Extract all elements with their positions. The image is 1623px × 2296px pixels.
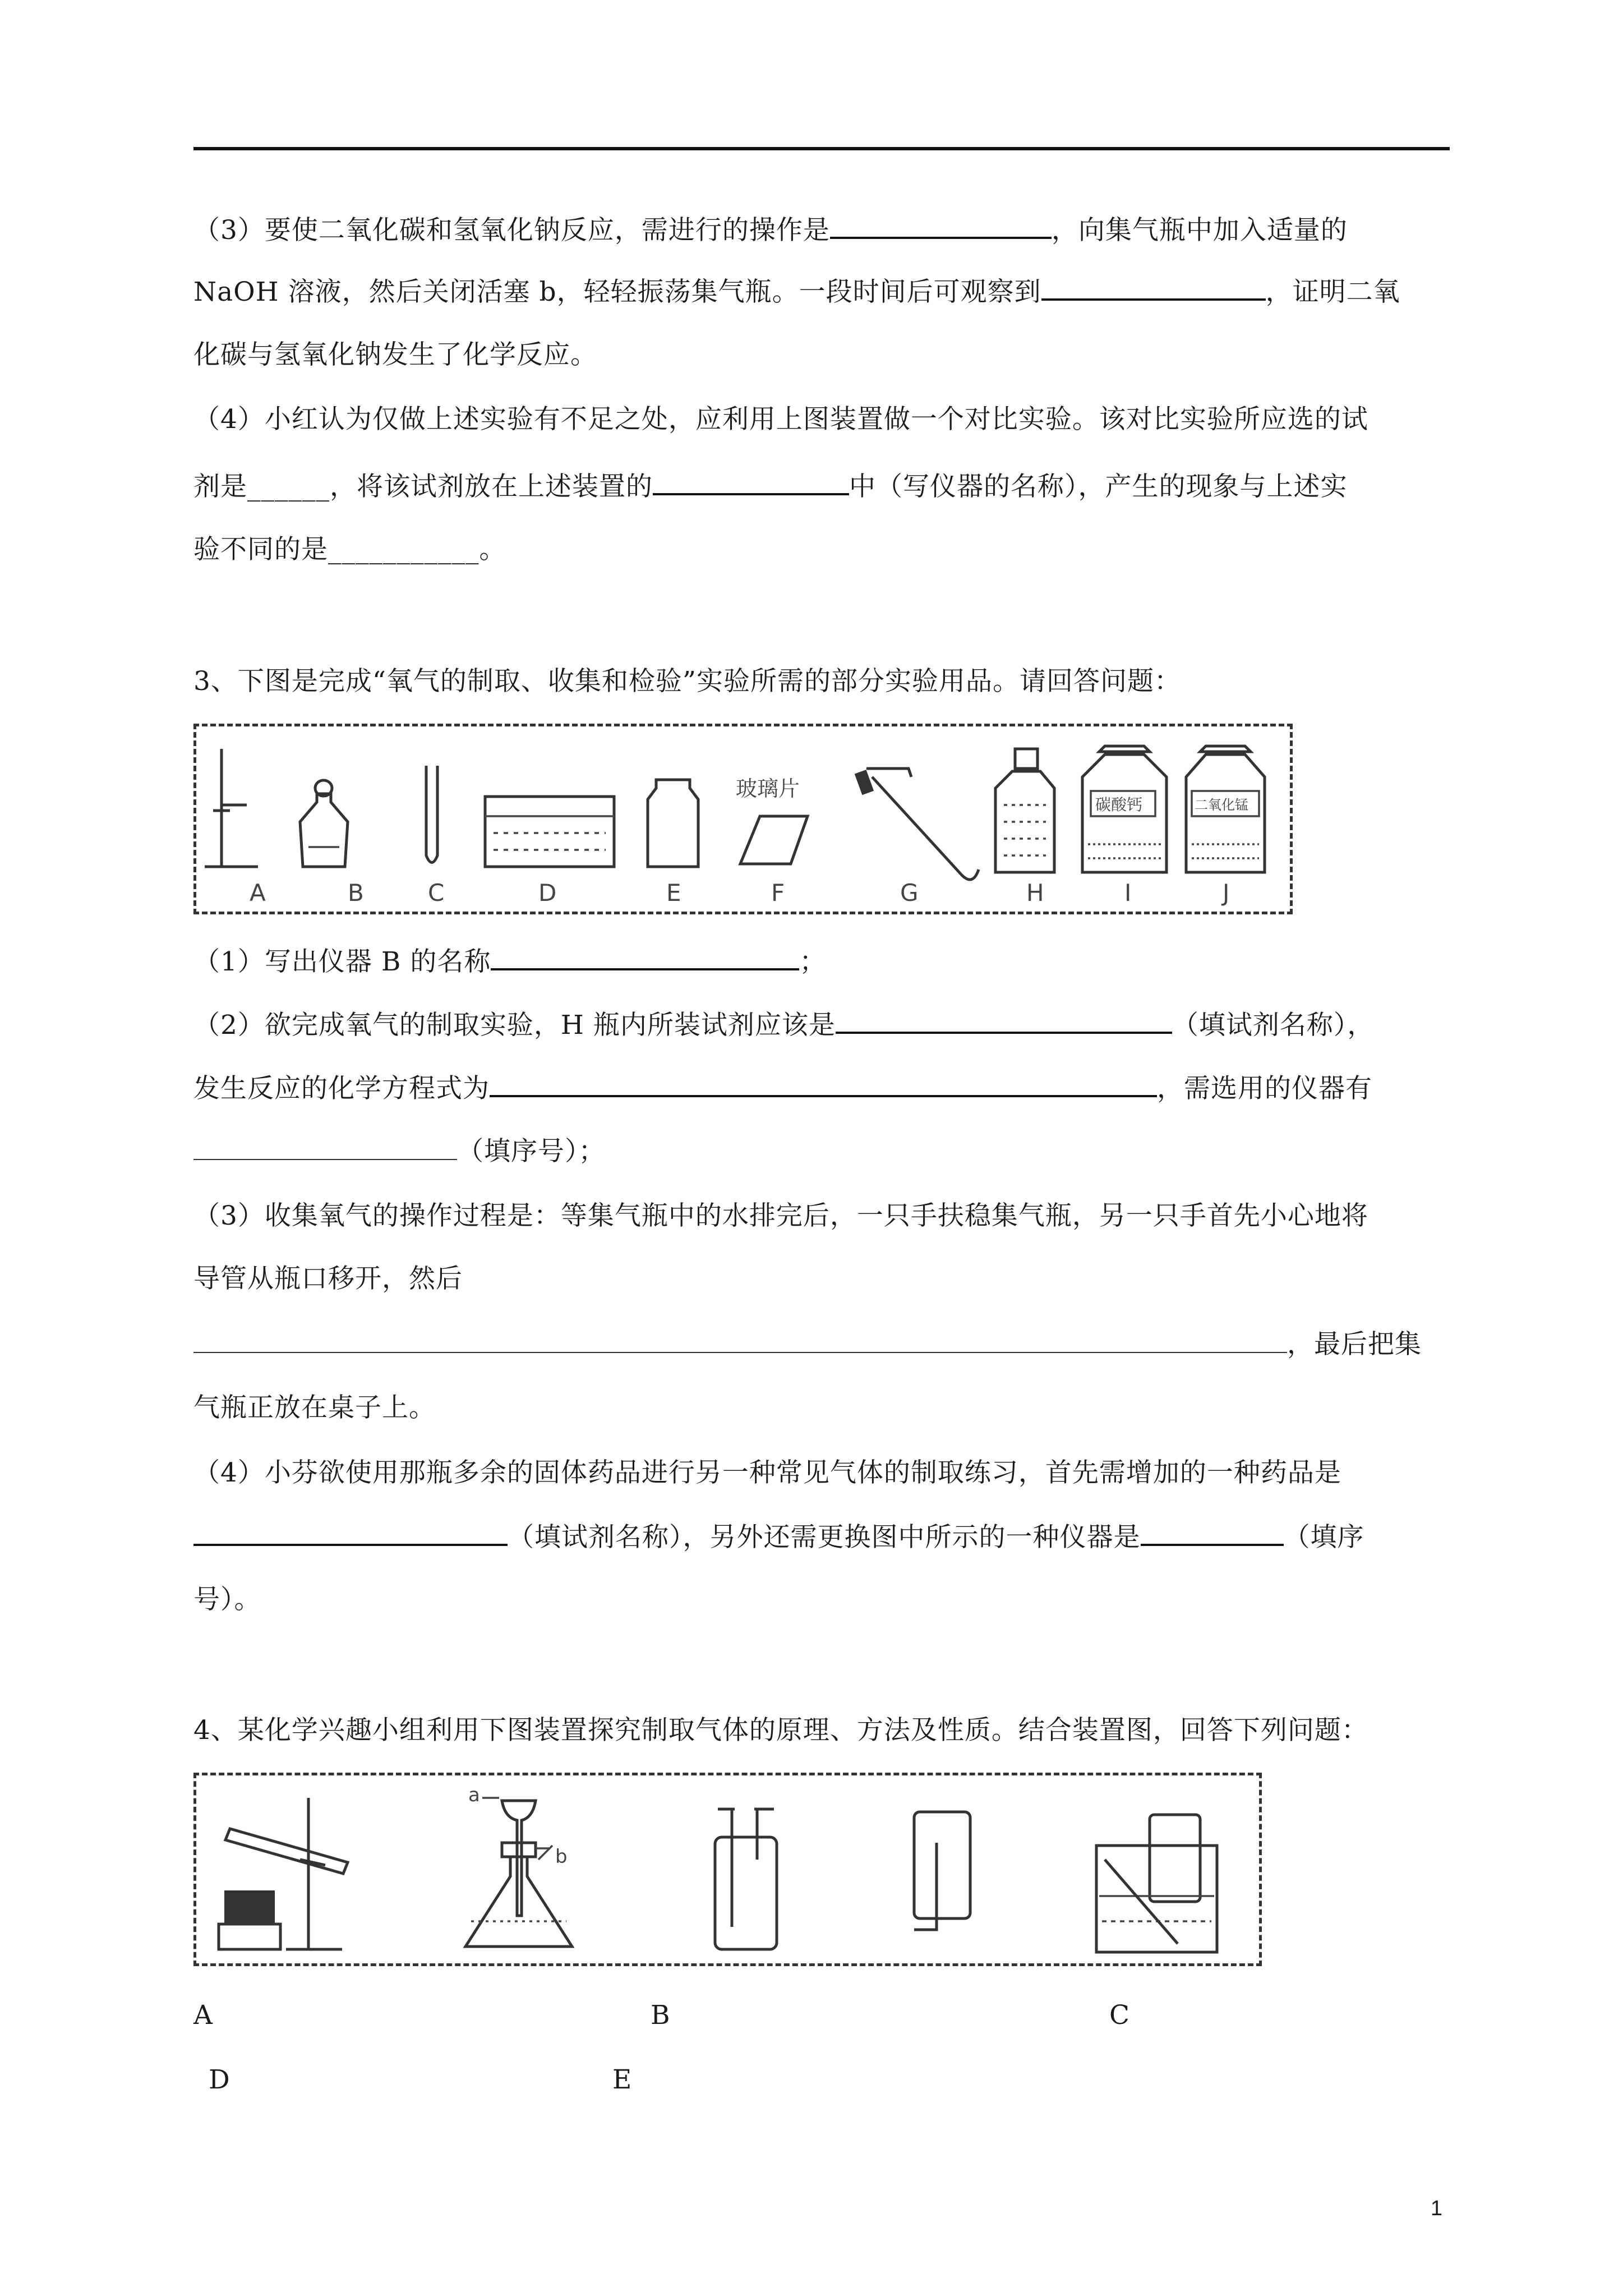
answer-blank[interactable] [653, 468, 849, 495]
q4-apparatus-drawing [196, 1775, 1265, 1969]
q4-label-b: B [651, 2000, 670, 2031]
q3-part2-line1: （2）欲完成氧气的制取实验，H 瓶内所装试剂应该是 （填试剂名称）， [193, 1007, 1450, 1042]
answer-blank[interactable] [193, 1519, 508, 1546]
gas-jar-icon [648, 780, 698, 867]
label-i: I [1124, 879, 1132, 907]
answer-blank[interactable] [830, 212, 1052, 239]
q2-part3-line3: 化碳与氢氧化钠发生了化学反应。 [193, 339, 597, 370]
figure-label-b: b [555, 1846, 568, 1868]
label-b: B [348, 879, 364, 907]
q3-apparatus-figure [193, 724, 1293, 914]
q2-part4-line3: 验不同的是___________。 [193, 534, 506, 565]
answer-blank[interactable] [491, 944, 799, 970]
q2-part4-line1: （4）小红认为仅做上述实验有不足之处，应利用上图装置做一个对比实验。该对比实验所应选的试 [193, 404, 1368, 435]
q2-part3-line2: NaOH 溶液，然后关闭活塞 b，轻轻振荡集气瓶。一段时间后可观察到 ，证明二氧 [193, 274, 1450, 309]
bottle-j-label: 二氧化锰 [1195, 797, 1248, 813]
bottle-i-label: 碳酸钙 [1095, 795, 1143, 814]
conical-flask-icon [465, 1798, 572, 1947]
label-g: G [900, 879, 919, 907]
label-a: A [250, 879, 266, 907]
q4-label-c: C [1109, 2000, 1129, 2031]
q3-part3-line1: （3）收集氧气的操作过程是：等集气瓶中的水排完后，一只手扶稳集气瓶，另一只手首先小心地将 [193, 1200, 1368, 1231]
q4-apparatus-figure [193, 1773, 1262, 1966]
answer-blank[interactable] [490, 1070, 1157, 1097]
answer-blank[interactable] [193, 1327, 1287, 1353]
water-displacement-icon [1096, 1815, 1217, 1952]
label-h: H [1026, 879, 1044, 907]
page-number: 1 [1430, 2197, 1442, 2220]
answer-blank[interactable] [836, 1007, 1172, 1034]
test-tube-icon [426, 766, 437, 863]
label-j: J [1223, 879, 1230, 907]
q4-label-e: E [612, 2064, 632, 2095]
answer-blank[interactable] [193, 1134, 457, 1160]
figure-label-a: a [468, 1784, 480, 1806]
answer-blank[interactable] [1141, 1519, 1284, 1546]
label-f: F [771, 879, 785, 907]
q3-part4-line2: （填试剂名称），另外还需更换图中所示的一种仪器是 （填序 [193, 1519, 1450, 1554]
q2-part3-line1: （3）要使二氧化碳和氢氧化钠反应，需进行的操作是 ，向集气瓶中加入适量的 [193, 212, 1450, 247]
q4-label-d: D [209, 2064, 230, 2095]
glass-plate-icon [740, 816, 808, 864]
wash-bottle-icon [715, 1809, 777, 1949]
q2-part4-line2: 剂是______，将该试剂放在上述装置的 中（写仪器的名称），产生的现象与上述实 [193, 468, 1450, 504]
iron-stand-icon [205, 749, 258, 867]
q3-part2-line2: 发生反应的化学方程式为 ，需选用的仪器有 [193, 1070, 1450, 1106]
q3-part3-line2: 导管从瓶口移开，然后 [193, 1263, 463, 1294]
q3-part3-line4: 气瓶正放在桌子上。 [193, 1392, 436, 1423]
q4-label-a: A [193, 2000, 213, 2031]
delivery-tube-icon [855, 769, 979, 880]
reagent-bottle-h-icon [995, 749, 1054, 872]
q3-part3-line3: ，最后把集 [193, 1327, 1450, 1361]
alcohol-lamp-icon [300, 780, 348, 867]
q3-part4-line3: 号）。 [193, 1584, 261, 1615]
upward-collection-icon [914, 1812, 970, 1930]
glass-plate-label: 玻璃片 [736, 776, 800, 801]
label-c: C [428, 879, 445, 907]
water-trough-icon [485, 797, 614, 867]
label-e: E [666, 879, 681, 907]
q3-part4-line1: （4）小芬欲使用那瓶多余的固体药品进行另一种常见气体的制取练习，首先需增加的一种药品是 [193, 1457, 1341, 1488]
header-rule [193, 147, 1450, 150]
answer-blank[interactable] [1041, 274, 1266, 301]
label-d: D [538, 879, 557, 907]
q3-part2-line3: （填序号）； [193, 1134, 1450, 1168]
heating-apparatus-icon [219, 1798, 348, 1949]
q3-title: 3、下图是完成“氧气的制取、收集和检验”实验所需的部分实验用品。请回答问题： [193, 666, 1181, 697]
q4-title: 4、某化学兴趣小组利用下图装置探究制取气体的原理、方法及性质。结合装置图，回答下列问题： [193, 1715, 1368, 1746]
q3-part1: （1）写出仪器 B 的名称 ； [193, 944, 1450, 979]
